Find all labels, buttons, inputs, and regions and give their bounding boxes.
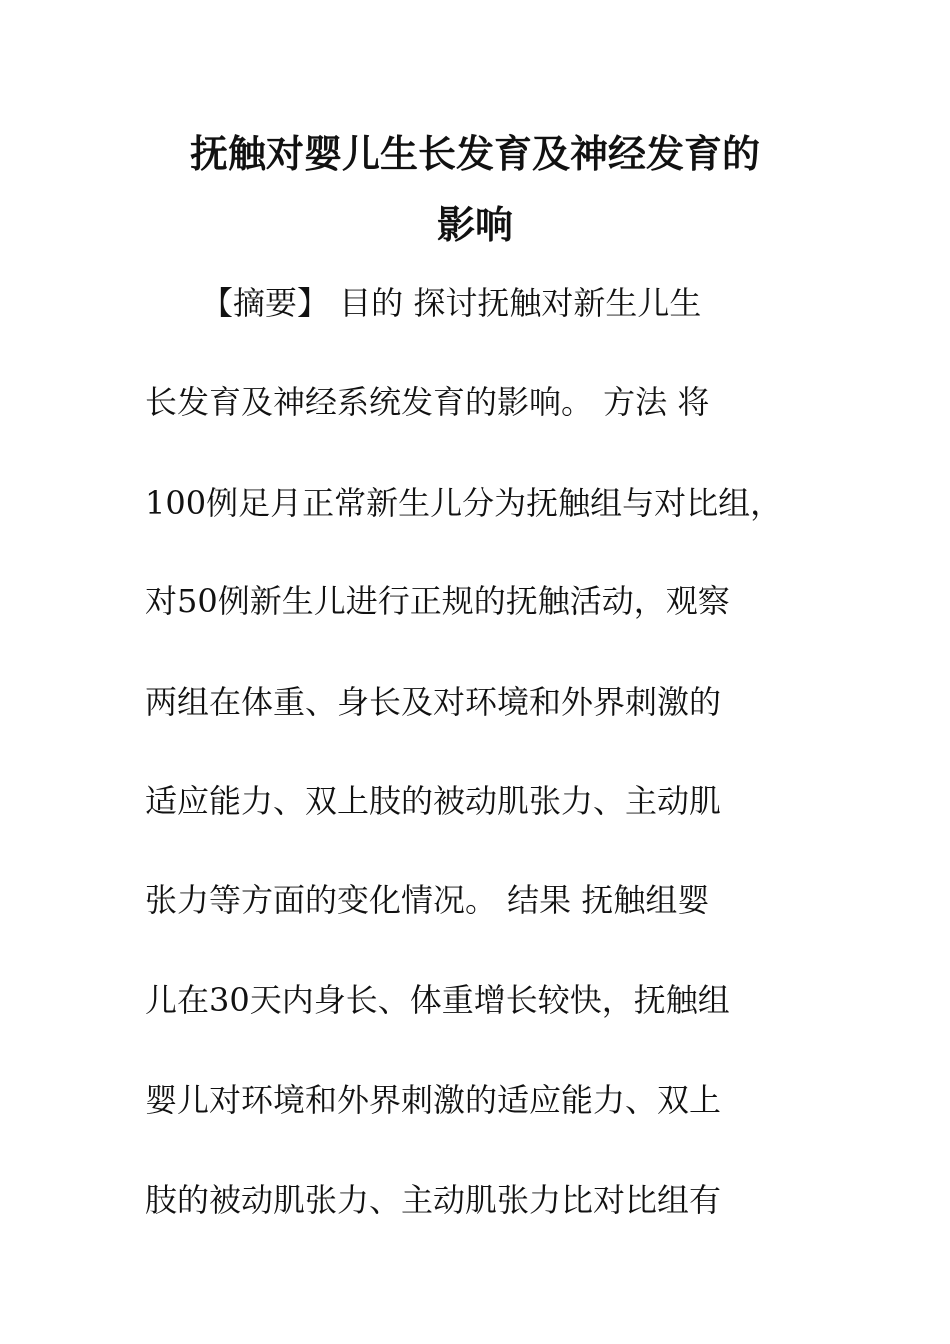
abstract-line-2: 长发育及神经系统发育的影响。 方法 将 [145, 383, 710, 421]
abstract-line-6: 适应能力、双上肢的被动肌张力、主动肌 [145, 782, 722, 820]
document-title-line-1: 抚触对婴儿生长发育及神经发育的 [189, 132, 760, 176]
abstract-line-9: 婴儿对环境和外界刺激的适应能力、双上 [145, 1081, 722, 1119]
abstract-line-7: 张力等方面的变化情况。 结果 抚触组婴 [145, 881, 710, 919]
abstract-line-1: 【摘要】 目的 探讨抚触对新生儿生 [185, 284, 702, 322]
abstract-line-4: 对50例新生儿进行正规的抚触活动，观察 [145, 582, 730, 620]
abstract-line-3: 100例足月正常新生儿分为抚触组与对比组， [145, 484, 783, 522]
abstract-line-10: 肢的被动肌张力、主动肌张力比对比组有 [145, 1181, 722, 1219]
document-title-line-2: 影响 [436, 203, 513, 247]
abstract-line-5: 两组在体重、身长及对环境和外界刺激的 [145, 683, 722, 721]
abstract-line-8: 儿在30天内身长、体重增长较快，抚触组 [145, 981, 730, 1019]
